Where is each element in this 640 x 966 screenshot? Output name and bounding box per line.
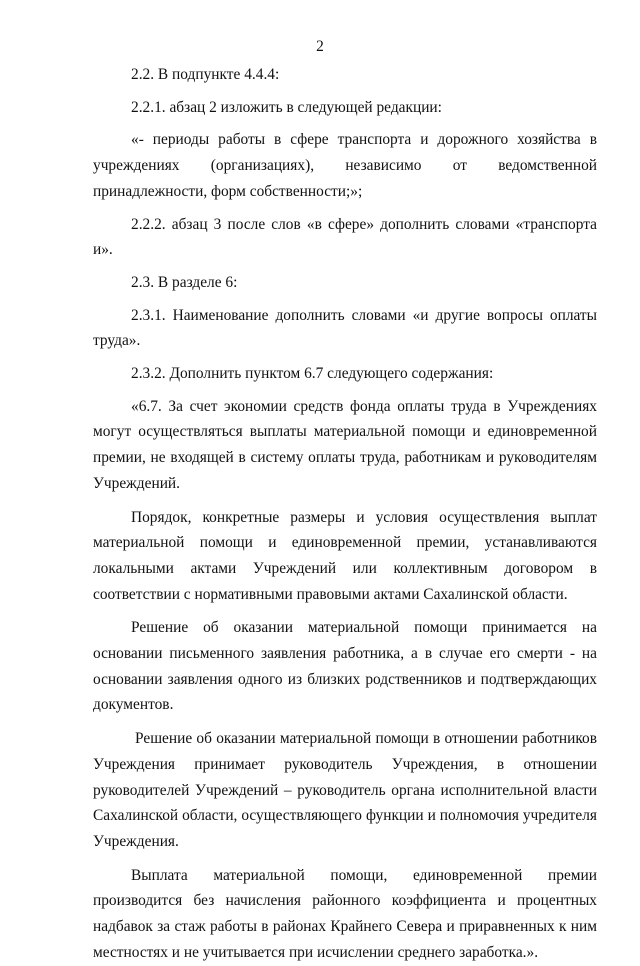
document-body — [93, 62, 597, 966]
paragraph-2-3: 2.3. В разделе 6: — [131, 273, 238, 291]
paragraph-decision-authority: Решение об оказании материальной помощи в отношении работников Учреждения принимает руководитель Учреждения, в отношении руководителей Учреждений – руководитель органа исполнительной власти Сахалинской области, осуществляющего функции и полномочия учредителя Учреждения. — [93, 730, 597, 850]
paragraph-payment-terms: Выплата материальной помощи, единовременной премии производится без начисления районного коэффициента и процентных надбавок за стаж работы в районах Крайнего Севера и приравненных к ним местностях и не учитывается при исчислении среднего заработка.». — [93, 866, 597, 961]
paragraph-2-2: 2.2. В подпункте 4.4.4: — [131, 66, 280, 83]
paragraph-decision-application: Решение об оказании материальной помощи принимается на основании письменного заявления работника, а в случае его смерти - на основании заявления одного из близких родственников и подтверждающих документов. — [93, 619, 597, 714]
paragraph-6-7: «6.7. За счет экономии средств фонда оплаты труда в Учреждениях могут осуществляться выплаты материальной помощи и единовременной премии, не входящей в систему оплаты труда, работникам и руководителям Учреждений. — [93, 397, 597, 492]
paragraph-2-3-1: 2.3.1. Наименование дополнить словами «и другие вопросы оплаты труда». — [93, 306, 597, 350]
paragraph-2-2-1: 2.2.1. абзац 2 изложить в следующей редакции: — [131, 98, 442, 116]
paragraph-quote-periods: «- периоды работы в сфере транспорта и дорожного хозяйства в учреждениях (организациях), независимо от ведомственной принадлежности, форм собственности;»; — [93, 131, 597, 200]
paragraph-procedure: Порядок, конкретные размеры и условия осуществления выплат материальной помощи и единовременной премии, устанавливаются локальными актами Учреждений или коллективным договором в соответствии с нормативными правовыми актами Сахалинской области. — [93, 508, 597, 603]
page-number: 2 — [316, 38, 324, 55]
paragraph-2-3-2: 2.3.2. Дополнить пунктом 6.7 следующего содержания: — [131, 365, 494, 383]
paragraph-2-2-2: 2.2.2. абзац 3 после слов «в сфере» дополнить словами «транспорта и». — [93, 215, 597, 259]
